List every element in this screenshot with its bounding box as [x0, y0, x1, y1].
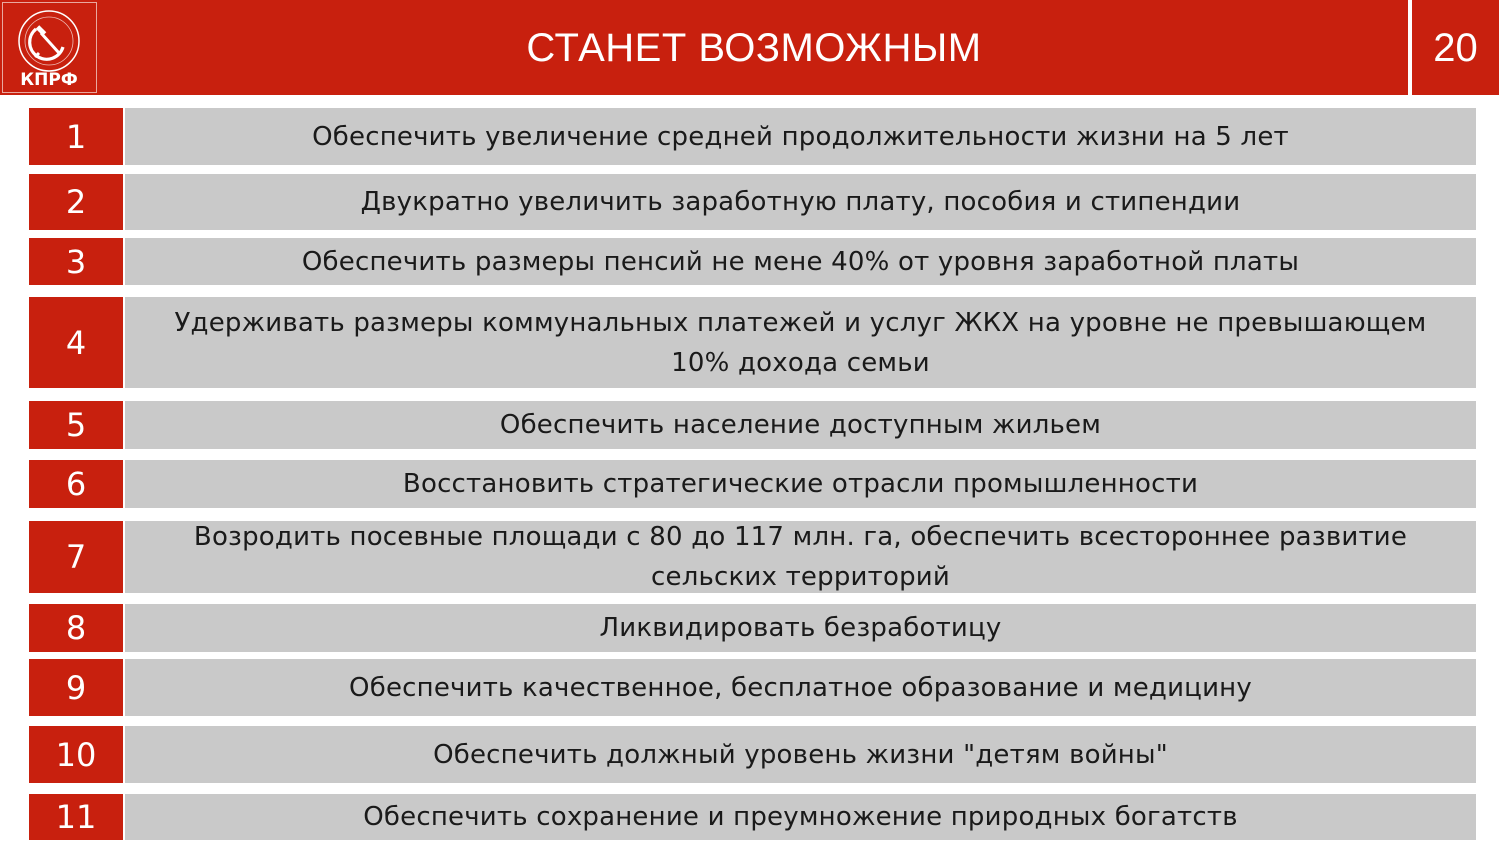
item-number: 4 [29, 297, 123, 388]
item-number: 9 [29, 659, 123, 716]
page-number: 20 [1412, 0, 1499, 95]
list-item [29, 297, 1476, 388]
item-number: 1 [29, 108, 123, 165]
item-text: Восстановить стратегические отрасли промышленности [125, 460, 1476, 508]
page-title: СТАНЕТ ВОЗМОЖНЫМ [526, 26, 982, 70]
item-text: Двукратно увеличить заработную плату, пособия и стипендии [125, 174, 1476, 230]
list-item [29, 460, 1476, 508]
item-text: Возродить посевные площади с 80 до 117 млн. га, обеспечить всестороннее развитие сельских территорий [125, 521, 1476, 593]
list-item [29, 726, 1476, 783]
item-text: Обеспечить должный уровень жизни "детям войны" [125, 726, 1476, 783]
item-text: Обеспечить размеры пенсий не мене 40% от уровня заработной платы [125, 238, 1476, 285]
item-text: Обеспечить качественное, бесплатное образование и медицину [125, 659, 1476, 716]
item-text: Обеспечить увеличение средней продолжительности жизни на 5 лет [125, 108, 1476, 165]
item-number: 2 [29, 174, 123, 230]
item-number: 7 [29, 521, 123, 593]
item-text: Обеспечить население доступным жильем [125, 401, 1476, 449]
item-number: 11 [29, 794, 123, 840]
list-item [29, 238, 1476, 285]
item-number: 10 [29, 726, 123, 783]
list-item [29, 604, 1476, 652]
item-number: 5 [29, 401, 123, 449]
item-text: Обеспечить сохранение и преумножение природных богатств [125, 794, 1476, 840]
svg-text:КПРФ: КПРФ [20, 70, 78, 90]
list-item [29, 659, 1476, 716]
item-number: 3 [29, 238, 123, 285]
item-text: Удерживать размеры коммунальных платежей и услуг ЖКХ на уровне не превышающем 10% дохода семьи [125, 297, 1476, 388]
item-number: 8 [29, 604, 123, 652]
list-item [29, 794, 1476, 840]
list-item [29, 108, 1476, 165]
item-text: Ликвидировать безработицу [125, 604, 1476, 652]
item-number: 6 [29, 460, 123, 508]
list-item [29, 401, 1476, 449]
list-item [29, 174, 1476, 230]
list-item [29, 521, 1476, 593]
